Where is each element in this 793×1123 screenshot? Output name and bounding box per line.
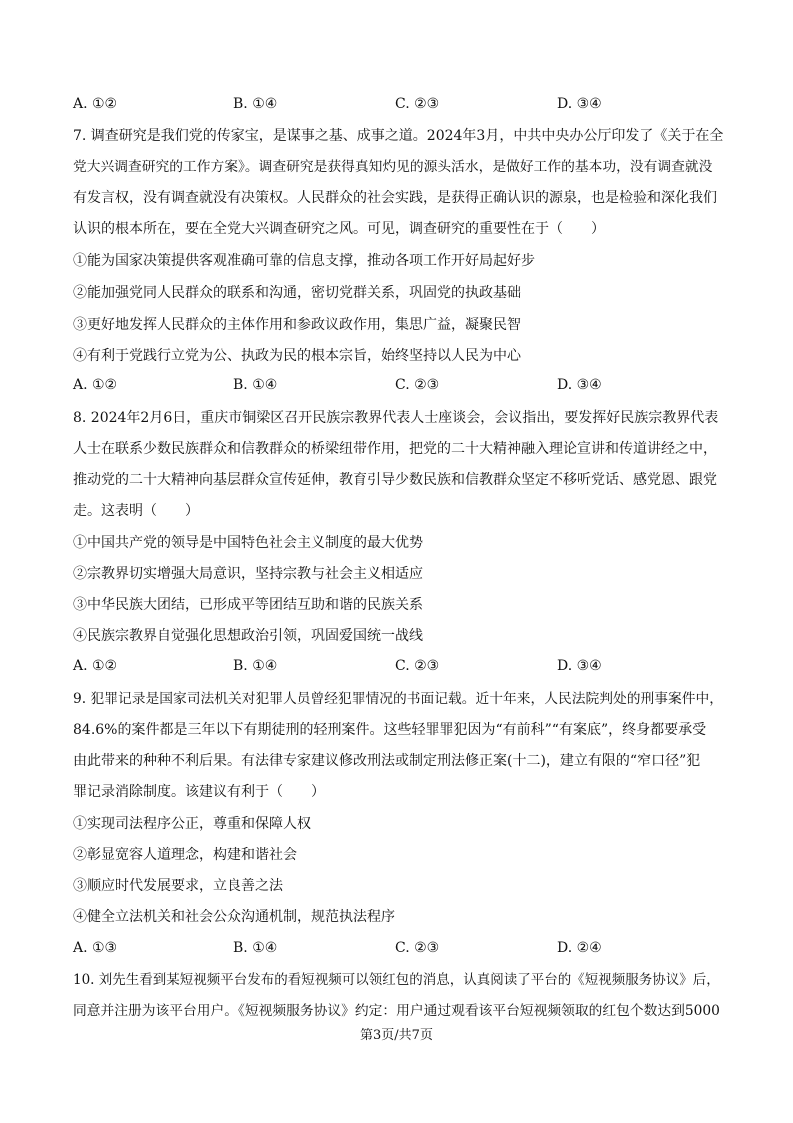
q9-option-b: B. ①④ xyxy=(233,940,278,956)
q8-stem-line: 走。这表明（ ） xyxy=(73,503,199,519)
q6-option-a: A. ①② xyxy=(73,96,118,112)
q7-options xyxy=(73,377,723,395)
q9-stem-line: 84.6%的案件都是三年以下有期徒刑的轻刑案件。这些轻罪罪犯因为“有前科”“有案底”，终身都要承受 xyxy=(73,722,707,738)
q6-option-b: B. ①④ xyxy=(233,96,278,112)
q10-stem-line: 同意并注册为该平台用户。《短视频服务协议》约定：用户通过观看该平台短视频领取的红包个数达到5000 xyxy=(73,1003,720,1019)
q8-statement-1: ①中国共产党的领导是中国特色社会主义制度的最大优势 xyxy=(73,535,423,551)
page-number-footer: 第3页/共7页 xyxy=(360,1028,433,1043)
q8-stem-line: 8. 2024年2月6日，重庆市铜梁区召开民族宗教界代表人士座谈会，会议指出，要发挥好民族宗教界代表 xyxy=(73,410,719,426)
q7-statement-3: ③更好地发挥人民群众的主体作用和参政议政作用，集思广益，凝聚民智 xyxy=(73,317,521,333)
q8-options xyxy=(73,658,723,676)
q7-stem-line: 有发言权，没有调查就没有决策权。人民群众的社会实践，是获得正确认识的源泉，也是检验和深化我们 xyxy=(73,190,717,206)
q7-option-d: D. ③④ xyxy=(557,377,602,393)
q9-statement-1: ①实现司法程序公正，尊重和保障人权 xyxy=(73,816,311,832)
q7-stem-line: 7. 调查研究是我们党的传家宝，是谋事之基、成事之道。2024年3月，中共中央办公厅印发了《关于在全 xyxy=(73,128,724,144)
q6-option-c: C. ②③ xyxy=(395,96,440,112)
q7-option-b: B. ①④ xyxy=(233,377,278,393)
q9-stem-line: 9. 犯罪记录是国家司法机关对犯罪人员曾经犯罪情况的书面记载。近十年来，人民法院判处的刑事案件中， xyxy=(73,691,723,707)
q8-stem-line: 推动党的二十大精神向基层群众宣传延伸，教育引导少数民族和信教群众坚定不移听党话、感党恩、跟党 xyxy=(73,472,717,488)
q7-statement-2: ②能加强党同人民群众的联系和沟通，密切党群关系，巩固党的执政基础 xyxy=(73,285,521,301)
q9-stem-line: 由此带来的种种不利后果。有法律专家建议修改刑法或制定刑法修正案(十二)，建立有限的“窄口径”犯 xyxy=(73,753,701,769)
q8-statement-3: ③中华民族大团结，已形成平等团结互助和谐的民族关系 xyxy=(73,597,423,613)
q9-stem-line: 罪记录消除制度。该建议有利于（ ） xyxy=(73,784,325,800)
q6-options xyxy=(73,96,723,114)
q8-stem-line: 人士在联系少数民族群众和信教群众的桥梁纽带作用，把党的二十大精神融入理论宣讲和传道讲经之中， xyxy=(73,441,717,457)
q8-option-c: C. ②③ xyxy=(395,658,440,674)
q7-statement-1: ①能为国家决策提供客观准确可靠的信息支撑，推动各项工作开好局起好步 xyxy=(73,253,535,269)
q6-option-d: D. ③④ xyxy=(557,96,602,112)
q7-option-a: A. ①② xyxy=(73,377,118,393)
q8-statement-2: ②宗教界切实增强大局意识，坚持宗教与社会主义相适应 xyxy=(73,566,423,582)
q7-option-c: C. ②③ xyxy=(395,377,440,393)
q9-statement-3: ③顺应时代发展要求，立良善之法 xyxy=(73,878,283,894)
q9-options xyxy=(73,940,723,958)
q10-stem-line: 10. 刘先生看到某短视频平台发布的看短视频可以领红包的消息，认真阅读了平台的《短视频服务协议》后， xyxy=(73,972,720,988)
q9-statement-2: ②彰显宽容人道理念，构建和谐社会 xyxy=(73,847,297,863)
q8-option-a: A. ①② xyxy=(73,658,118,674)
q8-option-d: D. ③④ xyxy=(557,658,602,674)
q9-option-c: C. ②③ xyxy=(395,940,440,956)
q9-statement-4: ④健全立法机关和社会公众沟通机制，规范执法程序 xyxy=(73,909,395,925)
q7-statement-4: ④有利于党践行立党为公、执政为民的根本宗旨，始终坚持以人民为中心 xyxy=(73,348,521,364)
q9-option-a: A. ①③ xyxy=(73,940,118,956)
q8-statement-4: ④民族宗教界自觉强化思想政治引领，巩固爱国统一战线 xyxy=(73,628,423,644)
q7-stem-line: 党大兴调查研究的工作方案》。调查研究是获得真知灼见的源头活水，是做好工作的基本功，没有调查就没 xyxy=(73,159,713,175)
q7-stem-line: 认识的根本所在，要在全党大兴调查研究之风。可见，调查研究的重要性在于（ ） xyxy=(73,221,605,237)
q8-option-b: B. ①④ xyxy=(233,658,278,674)
q9-option-d: D. ②④ xyxy=(557,940,602,956)
